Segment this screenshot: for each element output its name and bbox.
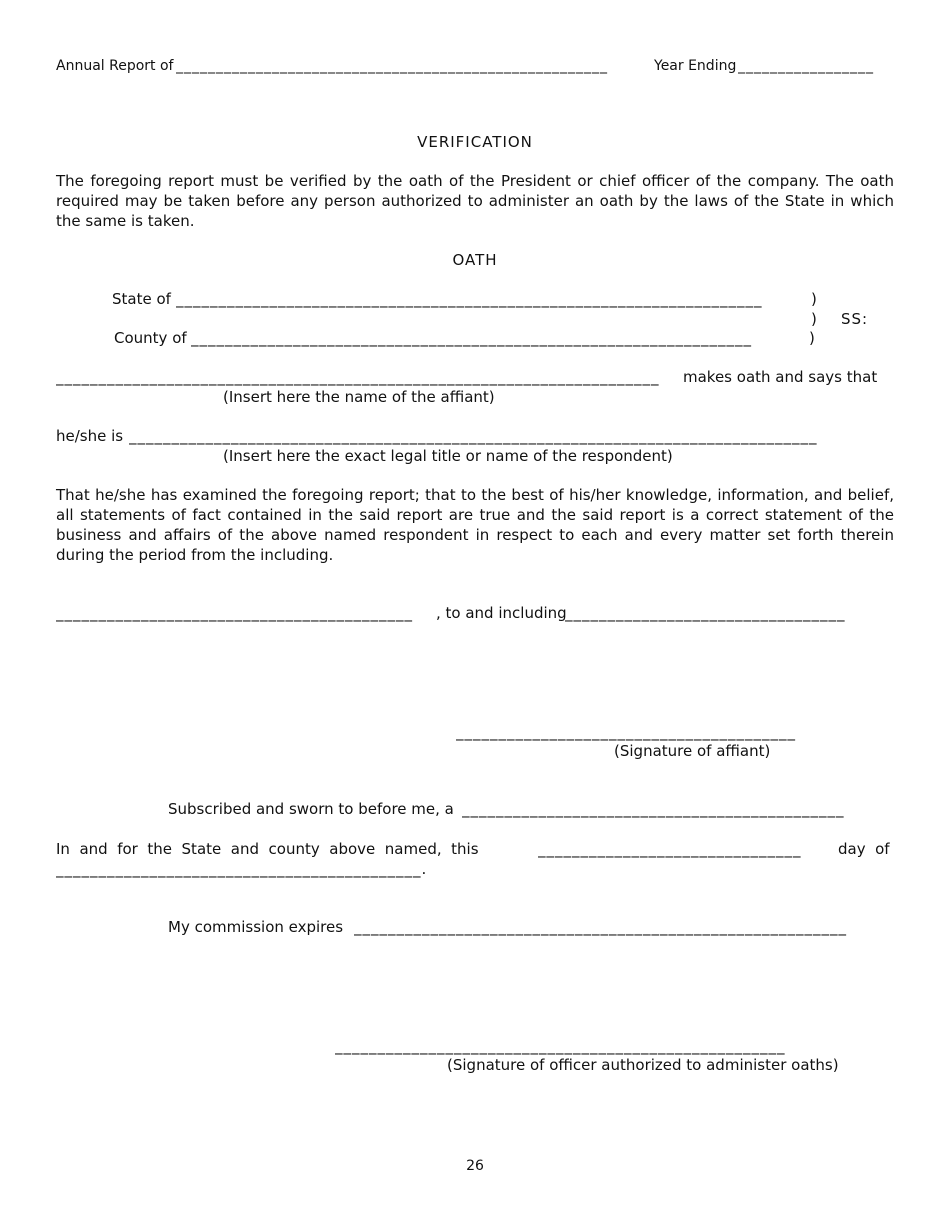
county-field[interactable]: __________________________________________________________________ bbox=[191, 329, 752, 347]
state-field[interactable]: _____________________________________________________________________ bbox=[176, 290, 763, 308]
period-to-field[interactable]: _________________________________ bbox=[565, 604, 846, 622]
affiant-signature-line[interactable]: ________________________________________ bbox=[456, 723, 796, 741]
affiant-name-field[interactable]: _______________________________________________________________________ bbox=[56, 368, 660, 386]
state-county-text: In and for the State and county above named, this bbox=[56, 840, 479, 858]
year-ending-field[interactable]: _________________ bbox=[738, 58, 874, 74]
officer-signature-line[interactable]: _____________________________________________________ bbox=[335, 1037, 786, 1055]
ss-label: SS: bbox=[841, 310, 869, 328]
oath-statement: That he/she has examined the foregoing report; that to the best of his/her knowledge, information, and belief, all statements of fact contained in the said report are true and the said report is a correct statement of the business and affairs of the above named respondent in respect to each and every matter set forth therein during the period from the including. bbox=[56, 486, 894, 564]
respondent-caption: (Insert here the exact legal title or name of the respondent) bbox=[223, 447, 673, 465]
day-field[interactable]: _______________________________ bbox=[538, 840, 802, 858]
subscribed-label: Subscribed and sworn to before me, a bbox=[168, 800, 454, 818]
paren-close-3: ) bbox=[809, 329, 815, 347]
commission-field[interactable]: __________________________________________________________ bbox=[354, 918, 847, 936]
respondent-field[interactable]: _________________________________________________________________________________ bbox=[129, 427, 818, 445]
period-from-field[interactable]: __________________________________________ bbox=[56, 604, 413, 622]
verification-paragraph: The foregoing report must be verified by the oath of the President or chief officer of the company. The oath required may be taken before any person authorized to administer an oath by the laws of the State in which the same is taken. bbox=[56, 172, 894, 230]
heshe-label: he/she is bbox=[56, 427, 124, 445]
officer-signature-caption: (Signature of officer authorized to administer oaths) bbox=[447, 1056, 839, 1074]
month-field[interactable]: ___________________________________________. bbox=[56, 860, 428, 878]
annual-report-label: Annual Report of bbox=[56, 58, 174, 74]
page-number: 26 bbox=[466, 1158, 484, 1174]
oath-title: OATH bbox=[452, 251, 498, 269]
annual-report-field[interactable]: ______________________________________________________ bbox=[176, 58, 608, 74]
verification-title: VERIFICATION bbox=[417, 133, 533, 151]
subscribed-field[interactable]: _____________________________________________ bbox=[462, 800, 845, 818]
paren-close-2: ) bbox=[811, 310, 817, 328]
day-of-text: day of bbox=[838, 840, 890, 858]
state-label: State of bbox=[112, 290, 171, 308]
paren-close-1: ) bbox=[811, 290, 817, 308]
year-ending-label: Year Ending bbox=[654, 58, 737, 74]
affiant-caption: (Insert here the name of the affiant) bbox=[223, 388, 495, 406]
affiant-signature-caption: (Signature of affiant) bbox=[614, 742, 771, 760]
commission-label: My commission expires bbox=[168, 918, 344, 936]
county-label: County of bbox=[114, 329, 187, 347]
makes-oath-text: makes oath and says that bbox=[683, 368, 878, 386]
to-including-text: , to and including bbox=[436, 604, 567, 622]
